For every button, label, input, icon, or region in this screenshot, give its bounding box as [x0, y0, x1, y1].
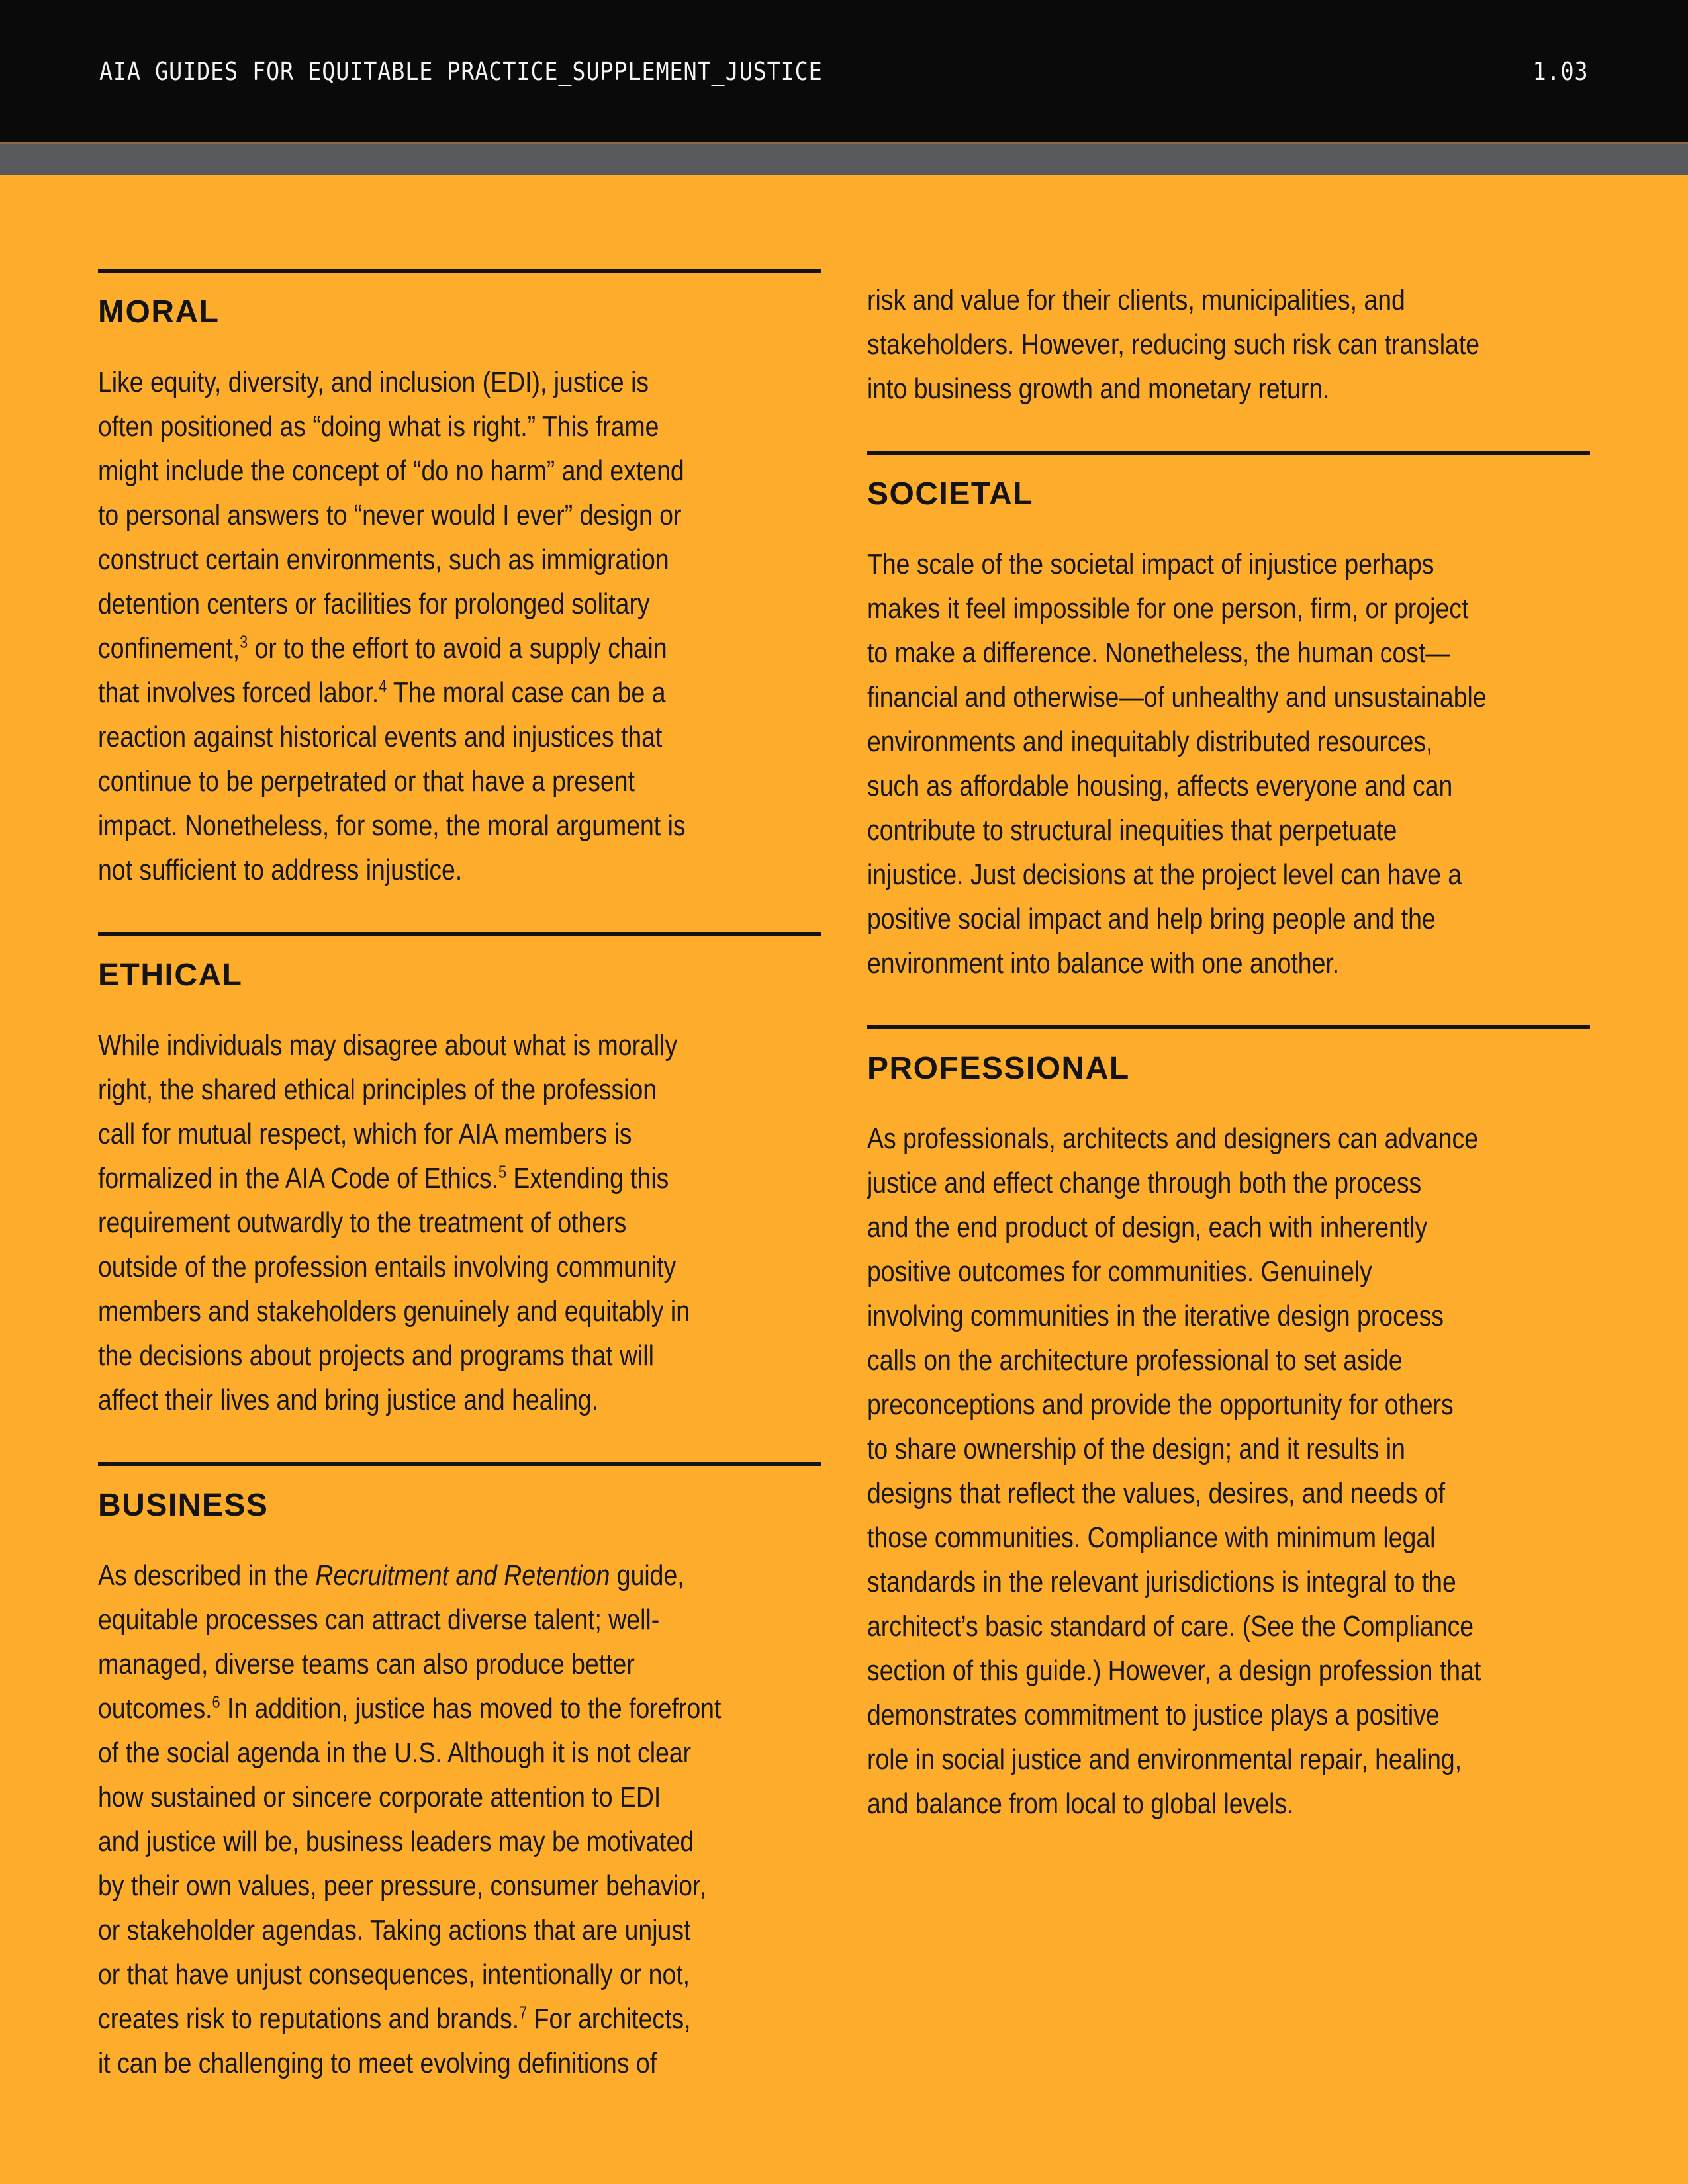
text-line: makes it feel impossible for one person, firm, or project — [867, 592, 1469, 625]
text-line: to share ownership of the design; and it results in — [867, 1433, 1405, 1465]
text-line: section of this guide.) However, a design profession that — [867, 1655, 1481, 1687]
text-line: outcomes.$^6$ In addition, justice has moved to the forefront — [98, 1692, 722, 1725]
text-line: how sustained or sincere corporate attention to EDI — [98, 1781, 661, 1813]
text-section — [98, 1462, 821, 2085]
text-line: and balance from local to global levels. — [867, 1788, 1294, 1820]
text-line: While individuals may disagree about what is morally — [98, 1029, 678, 1062]
section-heading: BUSINESS — [98, 1488, 269, 1523]
text-line: injustice. Just decisions at the project level can have a — [867, 858, 1462, 891]
section-rule — [867, 1025, 1590, 1029]
text-line: requirement outwardly to the treatment of others — [98, 1206, 627, 1239]
text-line: managed, diverse teams can also produce better — [98, 1648, 635, 1680]
text-section — [867, 278, 1590, 411]
text-line: detention centers or facilities for prolonged solitary — [98, 588, 650, 620]
text-line: confinement,$^3$ or to the effort to avoid a supply chain — [98, 632, 667, 664]
text-line: involving communities in the iterative design process — [867, 1300, 1444, 1332]
page-number: 1.03 — [1532, 56, 1589, 86]
text-section — [867, 451, 1590, 985]
text-line: risk and value for their clients, municipalities, and — [867, 284, 1405, 316]
text-line: calls on the architecture professional to set aside — [867, 1344, 1403, 1377]
text-line: those communities. Compliance with minimum legal — [867, 1522, 1436, 1554]
paragraph — [867, 278, 1481, 411]
text-line: continue to be perpetrated or that have a present — [98, 765, 635, 797]
text-section — [867, 1025, 1590, 1826]
text-line: call for mutual respect, which for AIA members is — [98, 1118, 632, 1150]
text-line: stakeholders. However, reducing such risk can translate — [867, 328, 1480, 361]
divider-band — [0, 142, 1688, 175]
text-line: outside of the profession entails involving community — [98, 1251, 677, 1283]
text-line: positive outcomes for communities. Genuinely — [867, 1255, 1372, 1288]
text-line: or that have unjust consequences, intentionally or not, — [98, 1958, 690, 1991]
footnote-marker: 4 — [379, 677, 387, 696]
text-line: such as affordable housing, affects everyone and can — [867, 770, 1453, 802]
text-line: As described in the Recruitment and Retention guide, — [98, 1559, 684, 1592]
section-rule — [98, 269, 821, 273]
section-rule — [867, 451, 1590, 455]
text-section — [98, 932, 821, 1422]
text-line: by their own values, peer pressure, consumer behavior, — [98, 1870, 706, 1902]
text-line: environments and inequitably distributed resources, — [867, 725, 1433, 758]
text-section — [98, 269, 821, 892]
text-line: into business growth and monetary return. — [867, 373, 1330, 405]
text-line: reaction against historical events and injustices that — [98, 721, 663, 753]
text-line: contribute to structural inequities that perpetuate — [867, 814, 1397, 846]
text-line: and justice will be, business leaders may be motivated — [98, 1825, 694, 1858]
footnote-marker: 6 — [212, 1693, 220, 1712]
text-line: might include the concept of “do no harm” and extend — [98, 455, 684, 487]
left-text-column — [98, 269, 821, 2085]
text-line: impact. Nonetheless, for some, the moral argument is — [98, 809, 686, 842]
text-line: creates risk to reputations and brands.$^7$ For architects, — [98, 2003, 691, 2035]
text-line: it can be challenging to meet evolving definitions of — [98, 2047, 657, 2079]
text-line: Like equity, diversity, and inclusion (EDI), justice is — [98, 366, 649, 398]
section-heading: SOCIETAL — [867, 477, 1034, 512]
text-line: preconceptions and provide the opportunity for others — [867, 1388, 1454, 1421]
footnote-marker: 3 — [240, 633, 248, 652]
text-line: of the social agenda in the U.S. Although it is not clear — [98, 1737, 692, 1769]
footnote-marker: 7 — [519, 2003, 528, 2023]
text-line: designs that reflect the values, desires, and needs of — [867, 1477, 1446, 1510]
document-title: AIA GUIDES FOR EQUITABLE PRACTICE_SUPPLEMENT_JUSTICE — [99, 56, 823, 86]
paragraph — [98, 1553, 722, 2085]
text-line: affect their lives and bring justice and healing. — [98, 1384, 599, 1416]
paragraph — [867, 1116, 1481, 1826]
text-line: members and stakeholders genuinely and equitably in — [98, 1295, 690, 1328]
section-heading: ETHICAL — [98, 958, 243, 993]
text-line: environment into balance with one another. — [867, 947, 1340, 979]
text-line: to make a difference. Nonetheless, the human cost— — [867, 637, 1450, 669]
section-heading: MORAL — [98, 295, 220, 330]
text-line: justice and effect change through both the process — [867, 1167, 1422, 1199]
text-line: As professionals, architects and designers can advance — [867, 1122, 1479, 1155]
text-line: to personal answers to “never would I ever” design or — [98, 499, 682, 531]
text-line: the decisions about projects and programs that will — [98, 1340, 654, 1372]
text-line: that involves forced labor.$^4$ The moral case can be a — [98, 676, 666, 709]
right-text-column — [867, 269, 1590, 1826]
section-heading: PROFESSIONAL — [867, 1051, 1130, 1086]
text-line: role in social justice and environmental repair, healing, — [867, 1743, 1462, 1776]
text-line: architect’s basic standard of care. (See the Compliance — [867, 1610, 1474, 1643]
text-line: standards in the relevant jurisdictions is integral to the — [867, 1566, 1456, 1598]
text-line: often positioned as “doing what is right.” This frame — [98, 410, 659, 443]
text-line: equitable processes can attract diverse talent; well- — [98, 1604, 660, 1636]
text-line: and the end product of design, each with inherently — [867, 1211, 1428, 1244]
section-rule — [98, 1462, 821, 1466]
text-line: not sufficient to address injustice. — [98, 854, 463, 886]
text-line: The scale of the societal impact of injustice perhaps — [867, 548, 1434, 580]
text-line: demonstrates commitment to justice plays a positive — [867, 1699, 1440, 1731]
text-line: right, the shared ethical principles of the profession — [98, 1073, 657, 1106]
paragraph — [98, 360, 712, 892]
footnote-marker: 5 — [498, 1163, 507, 1182]
page-header — [0, 0, 1688, 142]
paragraph — [98, 1023, 712, 1422]
text-line: formalized in the AIA Code of Ethics.$^5$ Extending this — [98, 1162, 669, 1195]
paragraph — [867, 542, 1487, 985]
text-line: financial and otherwise—of unhealthy and unsustainable — [867, 681, 1487, 713]
text-line: positive social impact and help bring people and the — [867, 903, 1436, 935]
section-rule — [98, 932, 821, 936]
text-line: or stakeholder agendas. Taking actions that are unjust — [98, 1914, 691, 1946]
text-line: construct certain environments, such as immigration — [98, 543, 669, 576]
